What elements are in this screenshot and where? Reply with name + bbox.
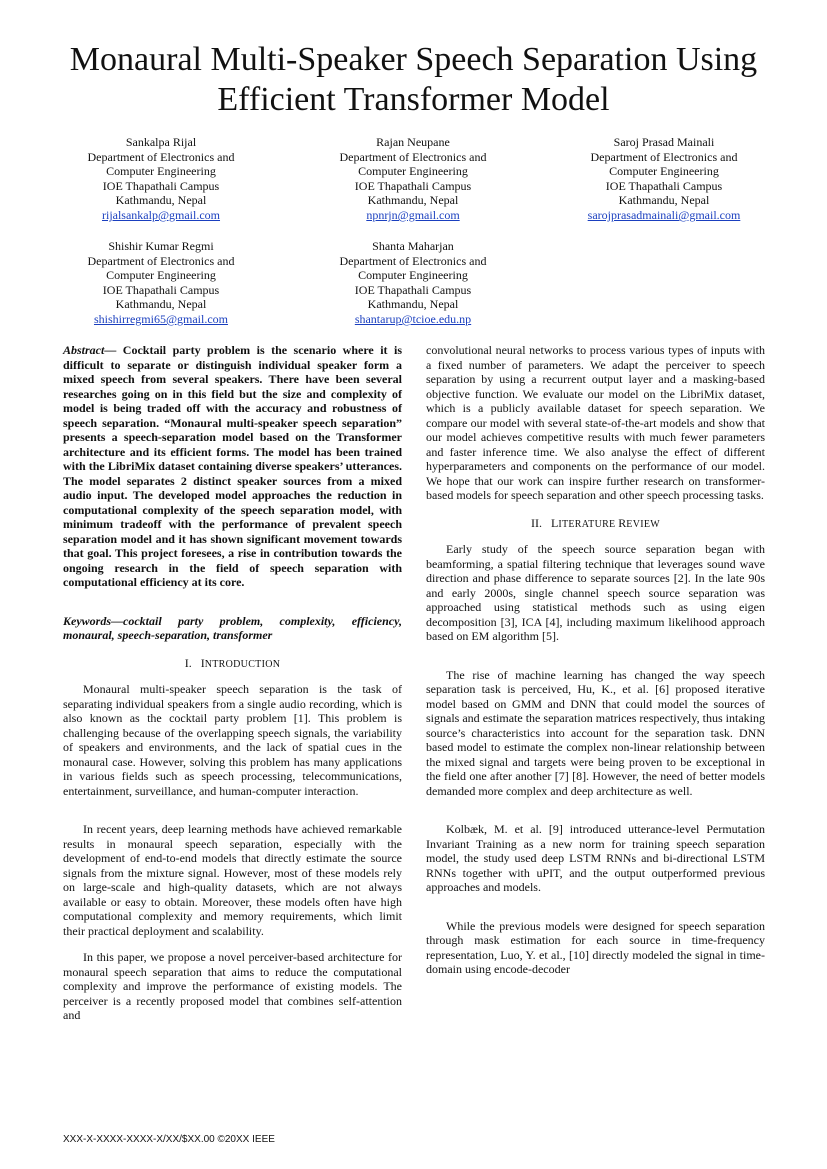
section-number: I. [184, 655, 192, 670]
section-title-initial: I [200, 655, 205, 670]
author-name: Sankalpa Rijal [125, 135, 197, 149]
left-column [63, 343, 402, 1023]
intro-paragraph-1: Monaural multi-speaker speech separation is the task of separating individual speakers from a single audio recording, which is also known as the cocktail party problem [1]. This problem is challenging because of the overlapping speech signals, the variability of speakers and environments, and the lack of spatial cues in the monaural case. However, solving this problem has many applications in various fields such as speech processing, telecommunications, entertainment, surveillance, and human-computer interaction. [63, 682, 402, 798]
author-block-1 [61, 135, 261, 223]
author-city: Kathmandu, Nepal [618, 193, 710, 208]
title-line-2: Efficient Transformer Model [217, 81, 610, 118]
author-dept: Computer Engineering [106, 164, 216, 179]
section-heading-literature-review [426, 516, 765, 533]
author-email-link[interactable]: npnrjn@gmail.com [366, 207, 460, 222]
section-title-rest: ITERATURE [558, 518, 619, 530]
author-dept: Computer Engineering [358, 164, 468, 179]
section-heading-introduction [63, 656, 402, 673]
author-campus: IOE Thapathali Campus [354, 282, 472, 297]
section-title-rest-2: EVIEW [626, 518, 661, 530]
abstract-text: Cocktail party problem is the scenario where it is difficult to separate or distinguish individual speaker form a mixed speech from several speakers. There have been several researches going on in this field but the size and complexity of model is being traded off with the accuracy and robustness of speech separation. “Monaural multi-speaker speech separation” presents a speech-separation model based on the Transformer architecture and its efficient forms. The model has been trained with the LibriMix dataset containing diverse speakers’ utterances. The model separates 2 distinct speaker sources from a mixed audio input. The developed model approaches the reduction in computational complexity of the speech separation model, with minimum tradeoff with the performance of prevalent speech separation model and it has shown significant movement towards that goal. This project foresees, a rise in contribution towards the ongoing research in the field of speech separation with computational efficiency at its core. [63, 343, 402, 589]
intro-paragraph-3: In this paper, we propose a novel perceiver-based architecture for monaural speech separation that aims to reduce the computational complexity and improve the performance of existing models. The perceiver is a recently proposed model that combines self-attention and [63, 950, 402, 1022]
author-dept: Computer Engineering [106, 268, 216, 283]
section-title-initial-2: R [618, 515, 627, 530]
copyright-footer: XXX-X-XXXX-XXXX-X/XX/$XX.00 ©20XX IEEE [63, 1134, 275, 1145]
keywords-text: cocktail party problem, complexity, efficiency, monaural, speech-separation, transformer [63, 613, 402, 642]
intro-continuation-paragraph: convolutional neural networks to process various types of inputs with a fixed number of parameters. We adapt the perceiver to speech separation by using a recurrent output layer and a masking-based objective function. We evaluate our model on the LibriMix dataset, which is a publicly available dataset for speech separation. We compare our model with several state-of-the-art models and show that our model achieves competitive results with much fewer parameters and faster inference time. We also analyse the effect of different hyperparameters and components on the performance of our model. We hope that our work can inspire further research on transformer-based models for speech separation and other speech processing tasks. [426, 343, 765, 502]
section-title-initial: L [550, 515, 559, 530]
author-city: Kathmandu, Nepal [367, 193, 459, 208]
keywords-label: Keywords— [63, 613, 123, 628]
author-dept: Department of Electronics and [339, 149, 487, 164]
author-dept: Department of Electronics and [590, 149, 738, 164]
author-campus: IOE Thapathali Campus [102, 282, 220, 297]
lit-paragraph-3: Kolbæk, M. et al. [9] introduced utterance-level Permutation Invariant Training as a new norm for training speech separation model, the study used deep LSTM RNNs and bi-directional LSTM RNNs together with uPIT, and the output outperformed previous approaches and models. [426, 822, 765, 894]
author-city: Kathmandu, Nepal [367, 297, 459, 312]
author-city: Kathmandu, Nepal [115, 297, 207, 312]
lit-paragraph-2: The rise of machine learning has changed the way speech separation task is perceived, Hu, K., et al. [6] proposed iterative model based on GMM and DNN that could model the sources of signals and estimate the separation matrices respectively, thus intaking source’s characteristics into account for the separation task. DNN based model to estimate the complex non-linear relationship between the mixed signal and targets were being proven to be exceptional in the field one after another [7] [8]. However, the need of better models demanded more complex and deep architecture as well. [426, 667, 765, 798]
author-block-4 [61, 239, 261, 327]
author-dept: Computer Engineering [358, 268, 468, 283]
abstract-paragraph [63, 343, 402, 590]
lit-paragraph-1: Early study of the speech source separation began with beamforming, a spatial filtering technique that leverages sound wave direction and phase difference to separate sources [2]. In the late 90s and early 2000s, single channel speech source separation was approached using statistical methods such as using eigen decomposition [3], ICA [4], including maximum likelihood approach based on EM algorithm [5]. [426, 542, 765, 643]
author-name: Saroj Prasad Mainali [613, 135, 715, 149]
author-dept: Department of Electronics and [87, 253, 235, 268]
author-dept: Department of Electronics and [339, 253, 487, 268]
author-email-link[interactable]: shantarup@tcioe.edu.np [354, 311, 472, 326]
section-title-rest: NTRODUCTION [204, 658, 281, 670]
lit-paragraph-4: While the previous models were designed for speech separation through mask estimation for each source in time-frequency representation, Luo, Y. et al., [10] directly modeled the signal in time-domain using encode-decoder [426, 918, 765, 976]
section-number: II. [530, 515, 542, 530]
author-name: Rajan Neupane [376, 135, 450, 149]
author-dept: Department of Electronics and [87, 149, 235, 164]
author-email-link[interactable]: shishirregmi65@gmail.com [93, 311, 229, 326]
keywords-paragraph [63, 614, 402, 643]
paper-title [40, 40, 787, 120]
intro-paragraph-2: In recent years, deep learning methods have achieved remarkable results in monaural speech separation, especially with the development of end-to-end models that directly estimate the source signals from the mixture signal. However, most of these models rely on large-scale and high-quality datasets, which are not always available or easy to obtain. Moreover, these models often have high computational complexity and memory requirements, which limit their practical deployment and scalability. [63, 822, 402, 938]
author-campus: IOE Thapathali Campus [102, 178, 220, 193]
author-name: Shishir Kumar Regmi [108, 239, 214, 253]
author-block-2 [313, 135, 513, 223]
title-line-1: Monaural Multi-Speaker Speech Separation Using [69, 41, 758, 78]
author-dept: Computer Engineering [609, 164, 719, 179]
author-campus: IOE Thapathali Campus [605, 178, 723, 193]
author-city: Kathmandu, Nepal [115, 193, 207, 208]
author-email-link[interactable]: sarojprasadmainali@gmail.com [587, 207, 741, 222]
author-block-3 [564, 135, 764, 223]
abstract-label: Abstract— [63, 343, 117, 357]
author-email-link[interactable]: rijalsankalp@gmail.com [101, 207, 221, 222]
author-block-5 [313, 239, 513, 327]
author-name: Shanta Maharjan [372, 239, 454, 253]
right-column [426, 343, 765, 977]
author-campus: IOE Thapathali Campus [354, 178, 472, 193]
